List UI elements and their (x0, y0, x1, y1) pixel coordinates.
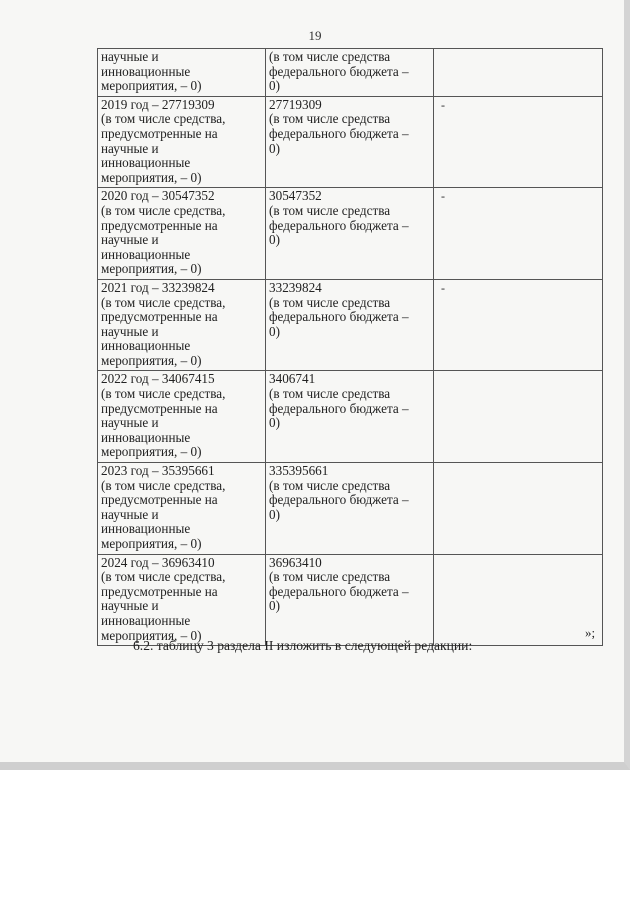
cell-text-line: мероприятия, – 0) (101, 627, 202, 643)
cell-text-line: научные и (101, 598, 159, 614)
cell-text-line: предусмотренные на (101, 125, 218, 141)
year-total-cell (98, 96, 266, 188)
table-row (98, 279, 603, 371)
federal-budget-cell (266, 188, 434, 280)
cell-text-line: мероприятия, – 0) (101, 169, 202, 185)
cell-text-line: предусмотренные на (101, 309, 218, 325)
other-sources-cell (434, 463, 603, 555)
cell-text-line: (в том числе средства (269, 111, 391, 127)
cell-text-line: федерального бюджета – (269, 583, 409, 599)
cell-text-line: 33239824 (269, 279, 322, 295)
federal-budget-cell (266, 96, 434, 188)
cell-text-line: (в том числе средства, (101, 294, 226, 310)
cell-text-line: (в том числе средства (269, 49, 391, 64)
table-row (98, 96, 603, 188)
other-sources-cell (434, 188, 603, 280)
cell-text-line: 335395661 (269, 463, 329, 479)
cell-text-line: 2021 год – 33239824 (101, 279, 215, 295)
other-sources-cell (434, 554, 603, 646)
cell-text-line: научные и (101, 323, 159, 339)
cell-text-line: 0) (269, 415, 280, 431)
cell-text-line: 36963410 (269, 554, 322, 570)
cell-text-line: федерального бюджета – (269, 63, 409, 79)
cell-text-line: научные и (101, 49, 159, 64)
closing-quote: »; (585, 625, 596, 640)
cell-text-line: 2024 год – 36963410 (101, 554, 215, 570)
budget-table-body (98, 49, 603, 646)
cell-text-line: - (441, 97, 445, 112)
cell-text-line: - (441, 189, 445, 204)
cell-text-line: мероприятия, – 0) (101, 261, 202, 277)
cell-text-line: (в том числе средства (269, 202, 391, 218)
cell-text-line: федерального бюджета – (269, 309, 409, 325)
other-sources-cell (434, 49, 603, 97)
cell-text-line: мероприятия, – 0) (101, 444, 202, 460)
cell-text-line: 30547352 (269, 188, 322, 204)
cell-text-line: предусмотренные на (101, 217, 218, 233)
cell-text-line: инновационные (101, 246, 191, 262)
cell-text-line: предусмотренные на (101, 492, 218, 508)
other-sources-cell (434, 96, 603, 188)
cell-text-line: инновационные (101, 155, 191, 171)
cell-text-line: федерального бюджета – (269, 492, 409, 508)
cell-text-line: федерального бюджета – (269, 217, 409, 233)
cell-text-line: 0) (269, 140, 280, 156)
cell-text-line: 2019 год – 27719309 (101, 96, 215, 112)
cell-text-line: мероприятия, – 0) (101, 78, 202, 94)
page-number: 19 (308, 28, 322, 43)
year-total-cell (98, 188, 266, 280)
cell-text-line: мероприятия, – 0) (101, 536, 202, 551)
table-row (98, 188, 603, 280)
cell-text-line: 2022 год – 34067415 (101, 371, 215, 387)
federal-budget-cell (266, 49, 434, 97)
cell-text-line: (в том числе средства, (101, 111, 226, 127)
amendment-paragraph: 6.2. таблицу 3 раздела II изложить в следующей редакции: (133, 638, 473, 653)
federal-budget-cell (266, 463, 434, 555)
cell-text-line: - (441, 280, 445, 295)
federal-budget-cell (266, 371, 434, 463)
cell-text-line: научные и (101, 415, 159, 431)
cell-text-line: инновационные (101, 612, 191, 628)
cell-text-line: 2023 год – 35395661 (101, 463, 215, 479)
cell-text-line: (в том числе средства (269, 294, 391, 310)
cell-text-line: 0) (269, 232, 280, 248)
federal-budget-cell (266, 279, 434, 371)
cell-text-line: 3406741 (269, 371, 316, 387)
cell-text-line: 0) (269, 323, 280, 339)
cell-text-line: 0) (269, 598, 280, 614)
cell-text-line: (в том числе средства, (101, 569, 226, 585)
cell-text-line: 27719309 (269, 96, 322, 112)
cell-text-line: (в том числе средства, (101, 386, 226, 402)
cell-text-line: инновационные (101, 338, 191, 354)
cell-text-line: предусмотренные на (101, 583, 218, 599)
cell-text-line: инновационные (101, 63, 191, 79)
cell-text-line: инновационные (101, 521, 191, 537)
cell-text-line: инновационные (101, 429, 191, 445)
cell-text-line: (в том числе средства (269, 386, 391, 402)
cell-text-line: (в том числе средства (269, 477, 391, 493)
budget-table (97, 48, 603, 646)
cell-text-line: научные и (101, 140, 159, 156)
table-row (98, 49, 603, 97)
cell-text-line: федерального бюджета – (269, 125, 409, 141)
table-row (98, 463, 603, 555)
year-total-cell (98, 371, 266, 463)
cell-text-line: (в том числе средства, (101, 202, 226, 218)
year-total-cell (98, 49, 266, 97)
year-total-cell (98, 463, 266, 555)
federal-budget-cell (266, 554, 434, 646)
cell-text-line: 0) (269, 78, 280, 94)
cell-text-line: научные и (101, 506, 159, 522)
cell-text-line: 0) (269, 506, 280, 522)
year-total-cell (98, 279, 266, 371)
other-sources-cell (434, 371, 603, 463)
table-row (98, 371, 603, 463)
cell-text-line: 2020 год – 30547352 (101, 188, 215, 204)
cell-text-line: предусмотренные на (101, 400, 218, 416)
cell-text-line: мероприятия, – 0) (101, 352, 202, 368)
other-sources-cell (434, 279, 603, 371)
cell-text-line: научные и (101, 232, 159, 248)
year-total-cell (98, 554, 266, 646)
table-row (98, 554, 603, 646)
cell-text-line: (в том числе средства (269, 569, 391, 585)
cell-text-line: федерального бюджета – (269, 400, 409, 416)
cell-text-line: (в том числе средства, (101, 477, 226, 493)
